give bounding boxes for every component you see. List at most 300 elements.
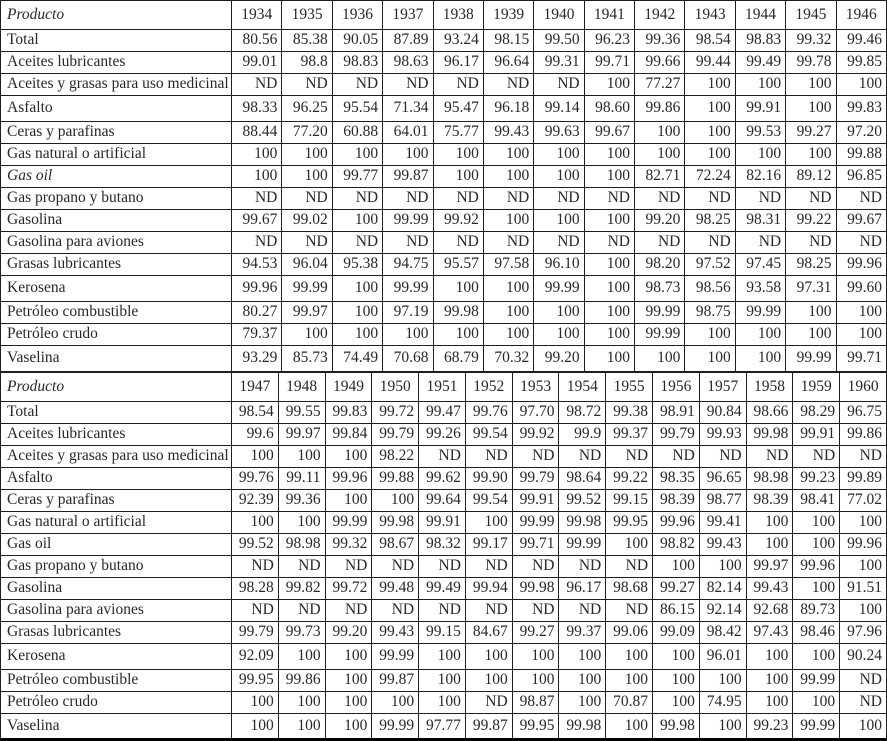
product-name-cell: Ceras y parafinas — [1, 490, 232, 512]
value-cell: ND — [383, 188, 433, 210]
value-cell: 100 — [465, 644, 512, 670]
value-cell: ND — [483, 74, 533, 96]
value-cell: 77.27 — [635, 74, 685, 96]
value-cell: ND — [419, 446, 466, 468]
value-cell: 98.75 — [685, 302, 735, 324]
value-cell: 99.99 — [735, 302, 785, 324]
value-cell: 100 — [232, 446, 279, 468]
value-cell: 99.95 — [232, 670, 279, 692]
value-cell: 94.53 — [232, 254, 282, 276]
value-cell: 96.23 — [584, 30, 634, 52]
value-cell: ND — [685, 188, 735, 210]
value-cell: 99.88 — [836, 144, 887, 166]
table-row — [1, 254, 887, 276]
value-cell: 99.99 — [383, 210, 433, 232]
value-cell: 99.15 — [419, 622, 466, 644]
product-name-cell: Kerosena — [1, 644, 232, 670]
value-cell: ND — [746, 446, 793, 468]
year-header: 1958 — [746, 373, 793, 402]
value-cell: ND — [584, 188, 634, 210]
value-cell: 97.77 — [419, 714, 466, 740]
value-cell: 100 — [653, 670, 700, 692]
value-cell: 100 — [325, 692, 372, 714]
value-cell: 100 — [786, 96, 836, 122]
value-cell: 99.96 — [232, 276, 282, 302]
value-cell: 99.15 — [606, 490, 653, 512]
value-cell: 100 — [278, 446, 325, 468]
value-cell: 99.90 — [465, 468, 512, 490]
value-cell: ND — [653, 446, 700, 468]
value-cell: 100 — [325, 490, 372, 512]
value-cell: 98.73 — [635, 276, 685, 302]
value-cell: 99.99 — [282, 276, 332, 302]
value-cell: ND — [735, 232, 785, 254]
value-cell: 99.76 — [465, 402, 512, 424]
table-row — [1, 512, 887, 534]
value-cell: 100 — [685, 74, 735, 96]
value-cell: 100 — [635, 144, 685, 166]
value-cell: 100 — [383, 324, 433, 346]
value-cell: 100 — [584, 276, 634, 302]
value-cell: ND — [232, 556, 279, 578]
value-cell: 97.58 — [483, 254, 533, 276]
value-cell: 98.42 — [699, 622, 746, 644]
value-cell: 100 — [433, 166, 483, 188]
value-cell: 98.83 — [332, 52, 382, 74]
table-row — [1, 490, 887, 512]
product-column-header: Producto — [1, 1, 232, 30]
value-cell: 100 — [606, 644, 653, 670]
value-cell: 74.95 — [699, 692, 746, 714]
value-cell: 100 — [685, 144, 735, 166]
value-cell: 98.68 — [606, 578, 653, 600]
year-header: 1942 — [635, 1, 685, 30]
value-cell: ND — [512, 600, 559, 622]
value-cell: 98.54 — [685, 30, 735, 52]
value-cell: 99.88 — [372, 468, 419, 490]
header-row — [1, 373, 887, 402]
value-cell: 100 — [786, 74, 836, 96]
value-cell: 100 — [433, 324, 483, 346]
value-cell: 99.43 — [746, 578, 793, 600]
value-cell: 89.12 — [786, 166, 836, 188]
year-header: 1948 — [278, 373, 325, 402]
year-header: 1957 — [699, 373, 746, 402]
value-cell: 98.98 — [278, 534, 325, 556]
table-row — [1, 692, 887, 714]
value-cell: ND — [635, 188, 685, 210]
value-cell: ND — [699, 446, 746, 468]
value-cell: 100 — [653, 692, 700, 714]
value-cell: 98.67 — [372, 534, 419, 556]
value-cell: 70.32 — [483, 346, 533, 372]
value-cell: ND — [534, 232, 584, 254]
value-cell: ND — [419, 556, 466, 578]
value-cell: 99.49 — [419, 578, 466, 600]
year-header: 1955 — [606, 373, 653, 402]
value-cell: 99.22 — [606, 468, 653, 490]
value-cell: 99.27 — [786, 122, 836, 144]
year-header: 1943 — [685, 1, 735, 30]
value-cell: 98.35 — [653, 468, 700, 490]
value-cell: 99.26 — [419, 424, 466, 446]
value-cell: 99.82 — [278, 578, 325, 600]
value-cell: ND — [332, 232, 382, 254]
value-cell: 93.29 — [232, 346, 282, 372]
value-cell: ND — [325, 556, 372, 578]
value-cell: 99.54 — [465, 424, 512, 446]
value-cell: 71.34 — [383, 96, 433, 122]
value-cell: ND — [606, 446, 653, 468]
value-cell: 99.94 — [465, 578, 512, 600]
value-cell: 93.58 — [735, 276, 785, 302]
table-row — [1, 346, 887, 372]
value-cell: 100 — [232, 166, 282, 188]
value-cell: 99.93 — [699, 424, 746, 446]
value-cell: 100 — [735, 144, 785, 166]
value-cell: 100 — [232, 512, 279, 534]
value-cell: 100 — [685, 346, 735, 372]
value-cell: 98.25 — [685, 210, 735, 232]
value-cell: 99.27 — [653, 578, 700, 600]
year-header: 1938 — [433, 1, 483, 30]
value-cell: 98.33 — [232, 96, 282, 122]
value-cell: 85.73 — [282, 346, 332, 372]
value-cell: 96.65 — [699, 468, 746, 490]
value-cell: ND — [332, 74, 382, 96]
value-cell: 98.8 — [282, 52, 332, 74]
year-header: 1956 — [653, 373, 700, 402]
year-header: 1952 — [465, 373, 512, 402]
value-cell: 99.99 — [534, 276, 584, 302]
value-cell: 100 — [735, 74, 785, 96]
value-cell: ND — [786, 232, 836, 254]
value-cell: 99.87 — [465, 714, 512, 740]
table-row — [1, 424, 887, 446]
product-name-cell: Petróleo combustible — [1, 670, 232, 692]
value-cell: 99.67 — [232, 210, 282, 232]
value-cell: 99.01 — [232, 52, 282, 74]
value-cell: 99.63 — [534, 122, 584, 144]
value-cell: 100 — [465, 670, 512, 692]
value-cell: 88.44 — [232, 122, 282, 144]
value-cell: 100 — [584, 144, 634, 166]
product-name-cell: Gas oil — [1, 534, 232, 556]
value-cell: ND — [325, 600, 372, 622]
product-name-cell: Total — [1, 402, 232, 424]
value-cell: 100 — [836, 324, 887, 346]
value-cell: 99.36 — [278, 490, 325, 512]
value-cell: ND — [559, 600, 606, 622]
year-header: 1944 — [735, 1, 785, 30]
product-name-cell: Gasolina — [1, 578, 232, 600]
value-cell: 98.60 — [584, 96, 634, 122]
value-cell: ND — [793, 446, 840, 468]
product-name-cell: Gasolina para aviones — [1, 600, 232, 622]
product-name-cell: Aceites lubricantes — [1, 52, 232, 74]
value-cell: 100 — [419, 670, 466, 692]
value-cell: 100 — [465, 512, 512, 534]
value-cell: ND — [483, 188, 533, 210]
product-name-cell: Vaselina — [1, 346, 232, 372]
value-cell: 100 — [483, 276, 533, 302]
value-cell: 100 — [232, 144, 282, 166]
value-cell: 99.62 — [419, 468, 466, 490]
value-cell: 96.17 — [433, 52, 483, 74]
value-cell: 100 — [653, 644, 700, 670]
value-cell: 99.23 — [746, 714, 793, 740]
value-cell: 100 — [419, 644, 466, 670]
value-cell: 100 — [746, 534, 793, 556]
value-cell: 99.43 — [699, 534, 746, 556]
value-cell: 99.99 — [793, 670, 840, 692]
value-cell: 96.04 — [282, 254, 332, 276]
value-cell: 98.82 — [653, 534, 700, 556]
value-cell: 98.31 — [735, 210, 785, 232]
value-cell: ND — [465, 556, 512, 578]
value-cell: 99.97 — [282, 302, 332, 324]
value-cell: 100 — [325, 670, 372, 692]
value-cell: 99.98 — [372, 512, 419, 534]
value-cell: 99.83 — [836, 96, 887, 122]
product-name-cell: Gas propano y butano — [1, 556, 232, 578]
value-cell: 100 — [325, 446, 372, 468]
value-cell: 82.14 — [699, 578, 746, 600]
value-cell: 99.98 — [559, 512, 606, 534]
table-row — [1, 232, 887, 254]
table-row — [1, 30, 887, 52]
table-row — [1, 302, 887, 324]
value-cell: 100 — [534, 210, 584, 232]
value-cell: 96.17 — [559, 578, 606, 600]
value-cell: 100 — [419, 692, 466, 714]
value-cell: 99.96 — [836, 254, 887, 276]
value-cell: 99.72 — [325, 578, 372, 600]
value-cell: 96.85 — [836, 166, 887, 188]
coverage-table-1947-1960 — [0, 372, 887, 741]
value-cell: ND — [534, 188, 584, 210]
year-header: 1941 — [584, 1, 634, 30]
value-cell: 100 — [483, 210, 533, 232]
value-cell: 100 — [584, 324, 634, 346]
product-name-cell: Gas oil — [1, 166, 232, 188]
value-cell: 99.78 — [786, 52, 836, 74]
value-cell: 96.75 — [840, 402, 887, 424]
value-cell: 94.75 — [383, 254, 433, 276]
value-cell: 99.76 — [232, 468, 279, 490]
value-cell: 100 — [282, 144, 332, 166]
year-header: 1950 — [372, 373, 419, 402]
product-name-cell: Total — [1, 30, 232, 52]
product-name-cell: Petróleo combustible — [1, 302, 232, 324]
value-cell: 98.83 — [735, 30, 785, 52]
value-cell: 82.71 — [635, 166, 685, 188]
value-cell: 99.99 — [372, 644, 419, 670]
value-cell: 100 — [383, 144, 433, 166]
value-cell: 99.64 — [419, 490, 466, 512]
value-cell: 100 — [735, 346, 785, 372]
value-cell: ND — [836, 188, 887, 210]
value-cell: 100 — [685, 96, 735, 122]
value-cell: 99.38 — [606, 402, 653, 424]
value-cell: 70.87 — [606, 692, 653, 714]
value-cell: 100 — [332, 276, 382, 302]
product-name-cell: Asfalto — [1, 96, 232, 122]
value-cell: ND — [232, 600, 279, 622]
value-cell: 97.43 — [746, 622, 793, 644]
value-cell: 100 — [372, 490, 419, 512]
year-header: 1947 — [232, 373, 279, 402]
year-header: 1959 — [793, 373, 840, 402]
value-cell: 97.31 — [786, 276, 836, 302]
value-cell: 100 — [793, 512, 840, 534]
value-cell: 99.96 — [840, 534, 887, 556]
value-cell: 87.89 — [383, 30, 433, 52]
value-cell: 100 — [232, 692, 279, 714]
value-cell: ND — [840, 670, 887, 692]
table-row — [1, 324, 887, 346]
value-cell: 100 — [278, 692, 325, 714]
value-cell: ND — [232, 188, 282, 210]
value-cell: 70.68 — [383, 346, 433, 372]
product-name-cell: Aceites lubricantes — [1, 424, 232, 446]
value-cell: 100 — [534, 324, 584, 346]
value-cell: 99.79 — [653, 424, 700, 446]
value-cell: 100 — [325, 714, 372, 740]
value-cell: ND — [433, 74, 483, 96]
value-cell: 99.91 — [419, 512, 466, 534]
value-cell: ND — [433, 232, 483, 254]
value-cell: 100 — [282, 324, 332, 346]
value-cell: 97.20 — [836, 122, 887, 144]
value-cell: 99.98 — [746, 424, 793, 446]
value-cell: 99.71 — [512, 534, 559, 556]
value-cell: 99.87 — [372, 670, 419, 692]
value-cell: 100 — [534, 302, 584, 324]
value-cell: 100 — [325, 644, 372, 670]
value-cell: 99.79 — [372, 424, 419, 446]
table-row — [1, 402, 887, 424]
value-cell: 100 — [836, 74, 887, 96]
value-cell: 99.96 — [325, 468, 372, 490]
table-row — [1, 468, 887, 490]
value-cell: 86.15 — [653, 600, 700, 622]
value-cell: 99.97 — [278, 424, 325, 446]
value-cell: 99.60 — [836, 276, 887, 302]
value-cell: 98.64 — [559, 468, 606, 490]
table-row — [1, 644, 887, 670]
value-cell: ND — [282, 188, 332, 210]
value-cell: ND — [433, 188, 483, 210]
value-cell: ND — [465, 692, 512, 714]
value-cell: 100 — [278, 644, 325, 670]
value-cell: 96.18 — [483, 96, 533, 122]
value-cell: 99.20 — [635, 210, 685, 232]
value-cell: 100 — [332, 302, 382, 324]
value-cell: ND — [483, 232, 533, 254]
value-cell: 99.36 — [635, 30, 685, 52]
value-cell: ND — [332, 188, 382, 210]
value-cell: 64.01 — [383, 122, 433, 144]
value-cell: 100 — [372, 692, 419, 714]
value-cell: 100 — [699, 714, 746, 740]
value-cell: 99.99 — [793, 714, 840, 740]
value-cell: 98.25 — [786, 254, 836, 276]
product-name-cell: Asfalto — [1, 468, 232, 490]
year-header: 1940 — [534, 1, 584, 30]
value-cell: ND — [786, 188, 836, 210]
value-cell: 99.87 — [383, 166, 433, 188]
value-cell: 80.56 — [232, 30, 282, 52]
value-cell: 98.87 — [512, 692, 559, 714]
value-cell: 99.41 — [699, 512, 746, 534]
value-cell: ND — [465, 600, 512, 622]
value-cell: 100 — [559, 670, 606, 692]
value-cell: 98.15 — [483, 30, 533, 52]
value-cell: 98.39 — [746, 490, 793, 512]
value-cell: 99.91 — [793, 424, 840, 446]
value-cell: 68.79 — [433, 346, 483, 372]
value-cell: ND — [685, 232, 735, 254]
value-cell: 77.20 — [282, 122, 332, 144]
table-row — [1, 122, 887, 144]
value-cell: ND — [840, 692, 887, 714]
table-row — [1, 714, 887, 740]
value-cell: 74.49 — [332, 346, 382, 372]
value-cell: 99.43 — [372, 622, 419, 644]
value-cell: ND — [635, 232, 685, 254]
value-cell: ND — [584, 232, 634, 254]
value-cell: 97.70 — [512, 402, 559, 424]
value-cell: 100 — [836, 302, 887, 324]
value-cell: 98.72 — [559, 402, 606, 424]
value-cell: 99.71 — [836, 346, 887, 372]
table-row — [1, 96, 887, 122]
value-cell: 99.54 — [465, 490, 512, 512]
value-cell: 100 — [746, 670, 793, 692]
table-row — [1, 276, 887, 302]
table-row — [1, 446, 887, 468]
value-cell: 100 — [840, 556, 887, 578]
value-cell: 99.50 — [534, 30, 584, 52]
value-cell: ND — [840, 446, 887, 468]
year-header: 1939 — [483, 1, 533, 30]
value-cell: 100 — [332, 144, 382, 166]
value-cell: 98.63 — [383, 52, 433, 74]
value-cell: 99.23 — [793, 468, 840, 490]
value-cell: 79.37 — [232, 324, 282, 346]
value-cell: 100 — [699, 670, 746, 692]
value-cell: 99.22 — [786, 210, 836, 232]
value-cell: 99.66 — [635, 52, 685, 74]
value-cell: 99.46 — [836, 30, 887, 52]
value-cell: 90.05 — [332, 30, 382, 52]
value-cell: 97.19 — [383, 302, 433, 324]
year-header: 1934 — [232, 1, 282, 30]
value-cell: ND — [512, 446, 559, 468]
value-cell: 100 — [584, 166, 634, 188]
value-cell: 100 — [840, 714, 887, 740]
value-cell: 100 — [483, 144, 533, 166]
value-cell: 100 — [433, 144, 483, 166]
value-cell: 98.56 — [685, 276, 735, 302]
value-cell: 100 — [584, 254, 634, 276]
value-cell: 98.29 — [793, 402, 840, 424]
value-cell: 99.97 — [746, 556, 793, 578]
product-name-cell: Petróleo crudo — [1, 324, 232, 346]
value-cell: 100 — [278, 512, 325, 534]
value-cell: 100 — [282, 166, 332, 188]
